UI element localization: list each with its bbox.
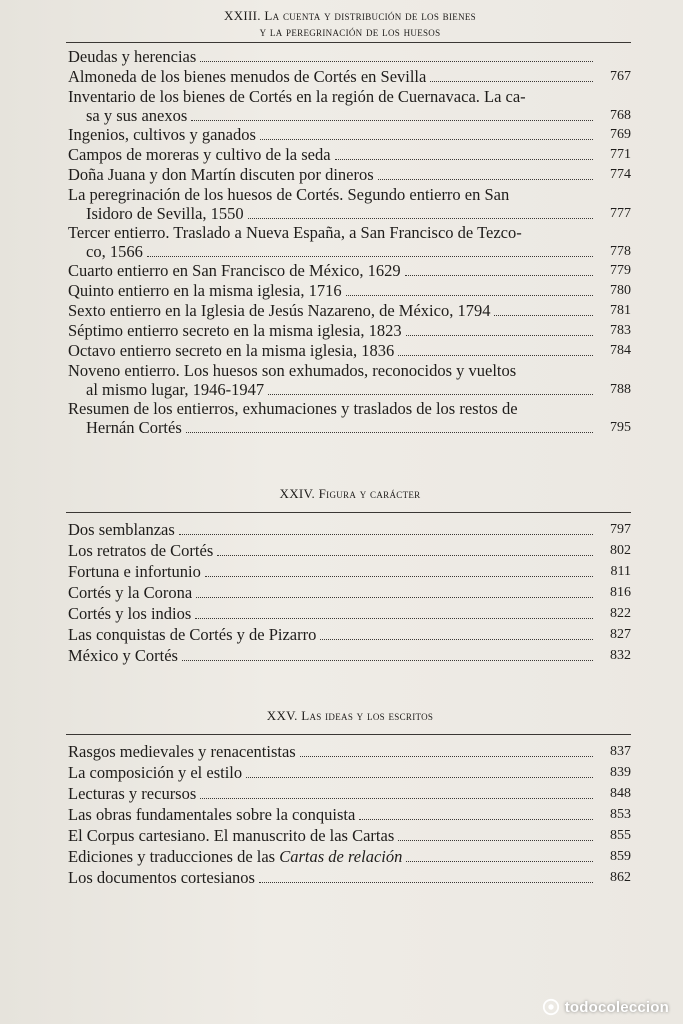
toc-entry bbox=[68, 185, 631, 223]
toc-entry bbox=[68, 47, 631, 66]
toc-entry-text: Inventario de los bienes de Cortés en la región de Cuernavaca. La ca- bbox=[68, 87, 526, 106]
toc-page-number: 780 bbox=[610, 283, 631, 298]
dot-leader bbox=[398, 839, 593, 841]
toc-entry-line bbox=[68, 763, 631, 782]
dot-leader bbox=[406, 334, 593, 336]
toc-entry-line bbox=[68, 646, 631, 665]
section-rule bbox=[66, 512, 631, 513]
toc-entry-text: Resumen de los entierros, exhumaciones y traslados de los restos de bbox=[68, 399, 518, 418]
toc-page-number: 788 bbox=[610, 382, 631, 397]
toc-entry-line bbox=[68, 204, 631, 223]
section-title-line: y la peregrinación de los huesos bbox=[259, 24, 441, 39]
toc-page-number: 774 bbox=[610, 167, 631, 182]
toc-entry-line bbox=[68, 541, 631, 560]
section-title-xxv bbox=[70, 708, 630, 724]
toc-entry-line bbox=[68, 281, 631, 300]
toc-entry bbox=[68, 281, 631, 300]
dot-leader bbox=[217, 554, 593, 556]
toc-entry bbox=[68, 399, 631, 437]
toc-entry-line bbox=[68, 47, 631, 66]
toc-entry-text: Noveno entierro. Los huesos son exhumados, reconocidos y vueltos bbox=[68, 361, 517, 380]
dot-leader bbox=[147, 255, 593, 257]
toc-page-number: 827 bbox=[610, 627, 631, 642]
section-rule bbox=[66, 42, 631, 43]
dot-leader bbox=[346, 294, 593, 296]
dot-leader bbox=[191, 119, 593, 121]
dot-leader bbox=[335, 158, 593, 160]
toc-entry-line bbox=[68, 418, 631, 437]
toc-entry-line bbox=[68, 625, 631, 644]
toc-page-number: 837 bbox=[610, 744, 631, 759]
section-title-xxiii bbox=[70, 8, 630, 40]
toc-page-number: 811 bbox=[610, 564, 631, 579]
toc-entry bbox=[68, 784, 631, 803]
toc-entry-line bbox=[68, 361, 631, 380]
toc-entry-line bbox=[68, 185, 631, 204]
toc-entry bbox=[68, 847, 631, 866]
toc-page-number: 853 bbox=[610, 807, 631, 822]
toc-entry bbox=[68, 826, 631, 845]
section-title-line: XXIV. Figura y carácter bbox=[279, 486, 421, 501]
toc-page-number: 778 bbox=[610, 244, 631, 259]
toc-entry-text: Cortés y los indios bbox=[68, 604, 192, 623]
toc-entry-text: Sexto entierro en la Iglesia de Jesús Nazareno, de México, 1794 bbox=[68, 301, 491, 320]
dot-leader bbox=[300, 755, 593, 757]
toc-entry-text: Ingenios, cultivos y ganados bbox=[68, 125, 256, 144]
toc-page-number: 848 bbox=[610, 786, 631, 801]
toc-entry bbox=[68, 520, 631, 539]
dot-leader bbox=[398, 354, 593, 356]
toc-entry-text: al mismo lugar, 1946-1947 bbox=[86, 380, 265, 399]
toc-entry-line bbox=[68, 301, 631, 320]
dot-leader bbox=[246, 776, 593, 778]
section-rule bbox=[66, 734, 631, 735]
toc-entry-text: Fortuna e infortunio bbox=[68, 562, 201, 581]
dot-leader bbox=[406, 860, 593, 862]
toc-entry-line bbox=[68, 520, 631, 539]
toc-entry-text: sa y sus anexos bbox=[86, 106, 188, 125]
toc-entry bbox=[68, 301, 631, 320]
toc-entry-line bbox=[68, 562, 631, 581]
dot-leader bbox=[259, 881, 593, 883]
toc-entry-text: Ediciones y traducciones de las Cartas de relación bbox=[68, 847, 403, 866]
toc-entry-text: Cuarto entierro en San Francisco de México, 1629 bbox=[68, 261, 401, 280]
toc-entry-text: Cortés y la Corona bbox=[68, 583, 193, 602]
toc-page-number: 802 bbox=[610, 543, 631, 558]
toc-entry-line bbox=[68, 145, 631, 164]
toc-entry-text: Dos semblanzas bbox=[68, 520, 175, 539]
toc-entry-line bbox=[68, 380, 631, 399]
toc-entry bbox=[68, 604, 631, 623]
toc-entry-line bbox=[68, 321, 631, 340]
dot-leader bbox=[196, 596, 593, 598]
toc-entry bbox=[68, 125, 631, 144]
toc-entry-text: México y Cortés bbox=[68, 646, 178, 665]
toc-entry-line bbox=[68, 125, 631, 144]
toc-page-number: 795 bbox=[610, 420, 631, 435]
toc-entry-text: Doña Juana y don Martín discuten por dineros bbox=[68, 165, 374, 184]
toc-entry-text: La peregrinación de los huesos de Cortés. Segundo entierro en San bbox=[68, 185, 510, 204]
toc-page-number: 767 bbox=[610, 69, 631, 84]
toc-entry-text: Rasgos medievales y renacentistas bbox=[68, 742, 296, 761]
toc-entry bbox=[68, 646, 631, 665]
dot-leader bbox=[186, 431, 593, 433]
toc-page-number: 797 bbox=[610, 522, 631, 537]
watermark-text: todocoleccion bbox=[564, 998, 669, 1016]
dot-leader bbox=[430, 80, 593, 82]
toc-entry bbox=[68, 67, 631, 86]
toc-entry bbox=[68, 868, 631, 887]
toc-entry bbox=[68, 541, 631, 560]
dot-leader bbox=[200, 797, 593, 799]
toc-entry-line bbox=[68, 847, 631, 866]
toc-entry bbox=[68, 583, 631, 602]
dot-leader bbox=[378, 178, 593, 180]
toc-page-number: 839 bbox=[610, 765, 631, 780]
toc-entry-text: Los retratos de Cortés bbox=[68, 541, 214, 560]
toc-entry-line bbox=[68, 223, 631, 242]
toc-entry bbox=[68, 361, 631, 399]
toc-entry-text: El Corpus cartesiano. El manuscrito de las Cartas bbox=[68, 826, 395, 845]
toc-page-number: 777 bbox=[610, 206, 631, 221]
toc-page-number: 771 bbox=[610, 147, 631, 162]
toc-entry-line bbox=[68, 165, 631, 184]
watermark bbox=[542, 998, 669, 1016]
toc-entry-line bbox=[68, 805, 631, 824]
toc-entry-line bbox=[68, 868, 631, 887]
toc-entry-line bbox=[68, 106, 631, 125]
toc-page-number: 768 bbox=[610, 108, 631, 123]
dot-leader bbox=[195, 617, 593, 619]
toc-entry-text: La composición y el estilo bbox=[68, 763, 243, 782]
toc-page-number: 832 bbox=[610, 648, 631, 663]
toc-entry bbox=[68, 87, 631, 125]
section-title-line: XXIII. La cuenta y distribución de los bienes bbox=[224, 8, 476, 23]
toc-entry bbox=[68, 145, 631, 164]
toc-page-number: 862 bbox=[610, 870, 631, 885]
toc-entry-text: Deudas y herencias bbox=[68, 47, 197, 66]
toc-entry-text: Lecturas y recursos bbox=[68, 784, 197, 803]
toc-entry-line bbox=[68, 261, 631, 280]
toc-entry-line bbox=[68, 242, 631, 261]
dot-leader bbox=[179, 533, 593, 535]
toc-entry bbox=[68, 562, 631, 581]
toc-entry-text: Los documentos cortesianos bbox=[68, 868, 255, 887]
toc-page-number: 822 bbox=[610, 606, 631, 621]
toc-entry-line bbox=[68, 399, 631, 418]
toc-entry-line bbox=[68, 87, 631, 106]
dot-leader bbox=[205, 575, 593, 577]
toc-entry-text: Las obras fundamentales sobre la conquista bbox=[68, 805, 356, 824]
toc-entry bbox=[68, 165, 631, 184]
toc-entry-text: Séptimo entierro secreto en la misma iglesia, 1823 bbox=[68, 321, 402, 340]
toc-entry-line bbox=[68, 67, 631, 86]
dot-leader bbox=[248, 217, 593, 219]
toc-entry-text: Campos de moreras y cultivo de la seda bbox=[68, 145, 331, 164]
toc-entry bbox=[68, 763, 631, 782]
toc-entry bbox=[68, 742, 631, 761]
dot-leader bbox=[268, 393, 593, 395]
toc-entry-line bbox=[68, 604, 631, 623]
toc-entry-text: Isidoro de Sevilla, 1550 bbox=[86, 204, 244, 223]
toc-page-number: 769 bbox=[610, 127, 631, 142]
toc-entry-line bbox=[68, 341, 631, 360]
toc-page-number: 781 bbox=[610, 303, 631, 318]
toc-entry-text: Tercer entierro. Traslado a Nueva España, a San Francisco de Tezco- bbox=[68, 223, 522, 242]
dot-leader bbox=[494, 314, 593, 316]
dot-leader bbox=[320, 638, 593, 640]
section-title-xxiv bbox=[70, 486, 630, 502]
section-title-line: XXV. Las ideas y los escritos bbox=[266, 708, 434, 723]
toc-entry-text: Hernán Cortés bbox=[86, 418, 182, 437]
dot-leader bbox=[405, 274, 593, 276]
toc-entry-line bbox=[68, 583, 631, 602]
toc-entry-text: co, 1566 bbox=[86, 242, 143, 261]
toc-entry bbox=[68, 341, 631, 360]
toc-entry bbox=[68, 805, 631, 824]
toc-entry-text: Las conquistas de Cortés y de Pizarro bbox=[68, 625, 317, 644]
dot-leader bbox=[182, 659, 593, 661]
toc-page-number: 783 bbox=[610, 323, 631, 338]
toc-entry-line bbox=[68, 826, 631, 845]
toc-entry-text: Almoneda de los bienes menudos de Cortés en Sevilla bbox=[68, 67, 427, 86]
dot-leader bbox=[260, 138, 593, 140]
toc-page-number: 855 bbox=[610, 828, 631, 843]
toc-entry bbox=[68, 321, 631, 340]
dot-leader bbox=[359, 818, 593, 820]
toc-entry-line bbox=[68, 784, 631, 803]
toc-page-number: 779 bbox=[610, 263, 631, 278]
toc-entry bbox=[68, 223, 631, 261]
toc-entry bbox=[68, 625, 631, 644]
toc-entry bbox=[68, 261, 631, 280]
logo-icon bbox=[542, 998, 560, 1016]
toc-page-number: 816 bbox=[610, 585, 631, 600]
toc-page-number: 784 bbox=[610, 343, 631, 358]
toc-entry-text: Quinto entierro en la misma iglesia, 1716 bbox=[68, 281, 342, 300]
dot-leader bbox=[200, 60, 593, 62]
toc-entry-text: Octavo entierro secreto en la misma iglesia, 1836 bbox=[68, 341, 395, 360]
toc-entry-line bbox=[68, 742, 631, 761]
toc-page-number: 859 bbox=[610, 849, 631, 864]
